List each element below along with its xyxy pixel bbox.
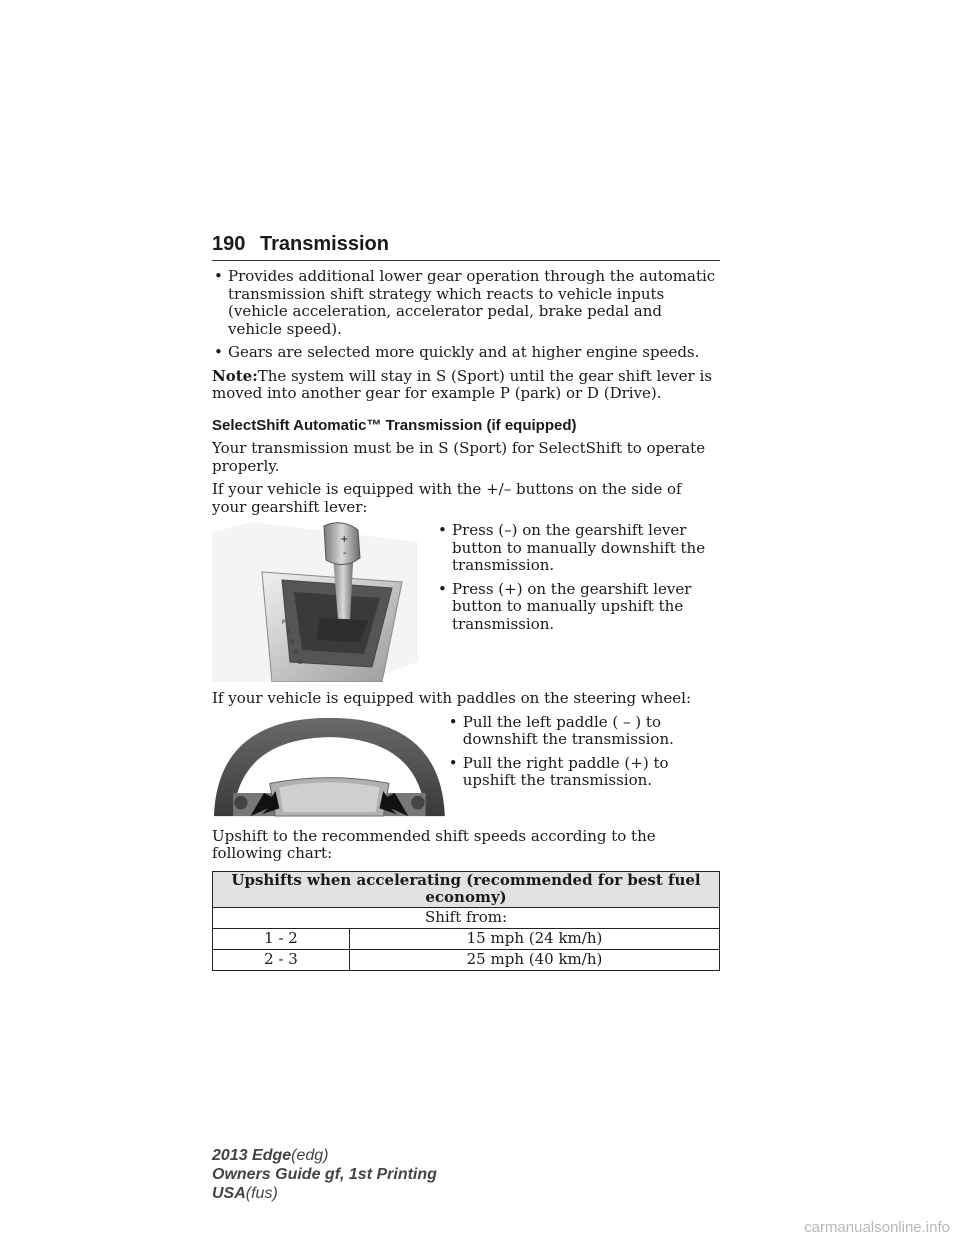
footer-line [212,1184,437,1203]
page-title: Transmission [260,233,389,255]
table-subheader: Shift from: [213,907,720,928]
table-subheader-row [213,907,720,928]
gearshift-figure-row [212,522,720,682]
page-number: 190 [212,233,246,255]
table-title-row [213,871,720,907]
table-title: Upshifts when accelerating (recommended for best fuel economy) [213,871,720,907]
lever-bullet: • Press (–) on the gearshift lever button to manually downshift the transmission. [436,522,720,575]
paddle-bullets [447,714,720,820]
intro-bullet: • Provides additional lower gear operation through the automatic transmission shift strategy which reacts to vehicle inputs (vehicle acceleration, accelerator pedal, brake pedal and vehicle speed). [212,268,720,338]
minus-label: - [343,548,347,559]
footer-market-code: (fus) [245,1185,278,1202]
gear-label-p: P [282,619,286,626]
footer-model: 2013 Edge [212,1147,292,1164]
paddle-bullet: • Pull the right paddle (+) to upshift the transmission. [447,755,720,790]
paragraph: If your vehicle is equipped with paddles on the steering wheel: [212,689,692,707]
table-row [213,949,720,970]
speed-cell: 15 mph (24 km/h) [350,928,720,949]
gear-cell: 2 - 3 [213,949,350,970]
page-header [212,230,720,261]
plus-label: + [340,534,349,545]
paragraph: Your transmission must be in S (Sport) for SelectShift to operate properly. [212,439,706,475]
gear-label-n: N [290,639,295,646]
paddle-bullet: • Pull the left paddle ( – ) to downshift the transmission. [447,714,720,749]
table-row [213,928,720,949]
footer-model-code: (edg) [291,1147,329,1164]
speed-cell: 25 mph (40 km/h) [350,949,720,970]
section-heading: SelectShift Automatic™ Transmission (if equipped) [212,416,577,434]
footer-line: Owners Guide gf, 1st Printing [212,1166,437,1183]
lever-bullets [436,522,720,682]
gear-label-s: S [298,659,302,666]
gear-label-r: R [286,629,291,636]
lever-bullet: • Press (+) on the gearshift lever button to manually upshift the transmission. [436,581,720,634]
note-label: Note: [212,366,258,385]
footer-line [212,1146,437,1165]
paragraph: Upshift to the recommended shift speeds according to the following chart: [212,826,656,862]
gear-cell: 1 - 2 [213,928,350,949]
upshift-table [212,871,720,971]
paragraph: If your vehicle is equipped with the +/– buttons on the side of your gearshift lever: [212,480,682,516]
intro-bullet: • Gears are selected more quickly and at higher engine speeds. [212,344,720,362]
steering-wheel-illustration [212,714,447,820]
gear-label-d: D [294,649,299,656]
page-footer [212,1146,437,1203]
note-paragraph [212,368,720,403]
paddle-figure-row [212,714,720,820]
gearshift-lever-illustration [212,522,418,682]
page-content [212,268,720,971]
footer-market: USA [212,1185,246,1202]
watermark: carmanualsonline.info [804,1219,950,1236]
note-text: The system will stay in S (Sport) until the gear shift lever is moved into another gear for example P (park) or D (Drive). [212,366,712,402]
